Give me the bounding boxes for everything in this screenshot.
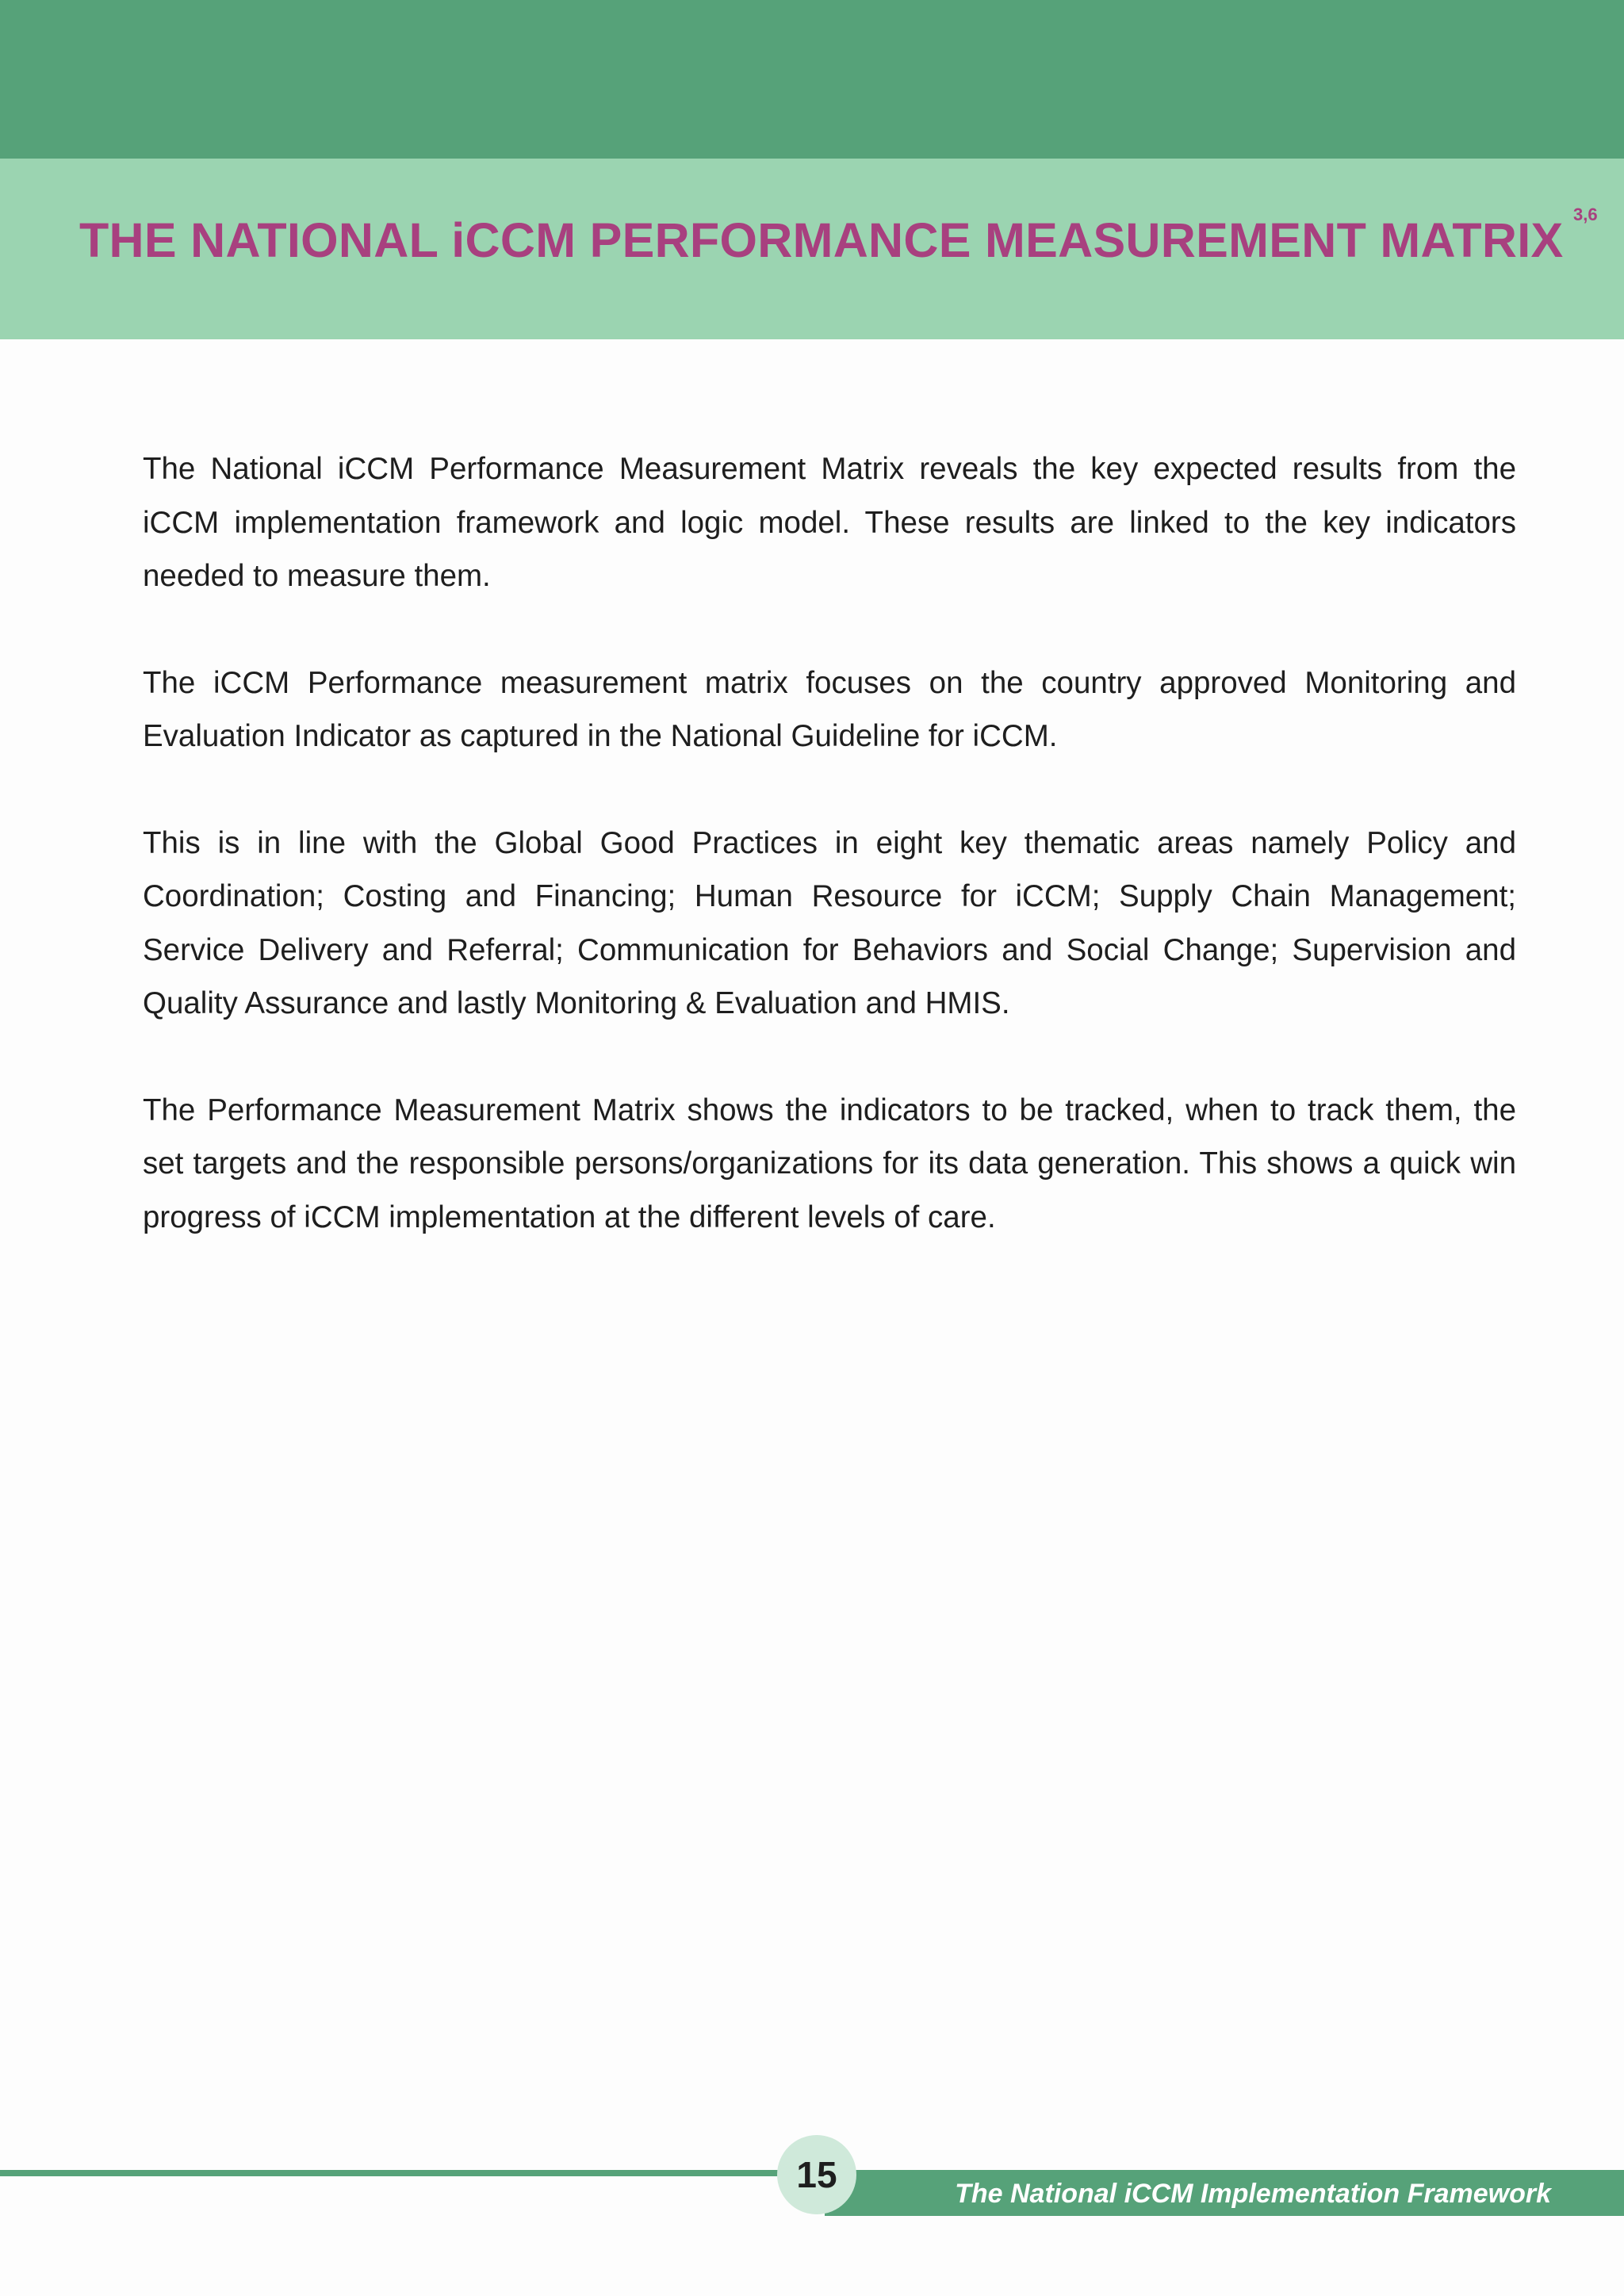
footer-publication-title: The National iCCM Implementation Framework — [955, 2179, 1551, 2209]
footer-rule — [0, 2170, 793, 2176]
title-reference-superscript: 3,6 — [1573, 205, 1598, 224]
page-number: 15 — [777, 2135, 856, 2214]
header-top-band — [0, 0, 1624, 159]
page-title: THE NATIONAL iCCM PERFORMANCE MEASUREMENT MATRIX — [79, 213, 1564, 267]
paragraph-focus: The iCCM Performance measurement matrix focuses on the country approved Monitoring and Evaluation Indicator as captured in the National Guideline for iCCM. — [143, 665, 1516, 753]
paragraph-matrix-description: The Performance Measurement Matrix shows the indicators to be tracked, when to track them, the set targets and the responsible persons/organizations for its data generation. This shows a quick win progress of iCCM implementation at the different levels of care. — [143, 1093, 1516, 1234]
paragraph-thematic-areas: This is in line with the Global Good Practices in eight key thematic areas namely Policy and Coordination; Costing and Financing; Human Resource for iCCM; Supply Chain Management; Service Delivery and Referral; Communication for Behaviors and Social Change; Supervision and Quality Assurance and lastly Monitoring & Evaluation and HMIS. — [143, 825, 1516, 1020]
body-text — [143, 442, 1516, 1297]
paragraph-intro: The National iCCM Performance Measurement Matrix reveals the key expected results from the iCCM implementation framework and logic model. These results are linked to the key indicators needed to measure them. — [143, 452, 1516, 593]
